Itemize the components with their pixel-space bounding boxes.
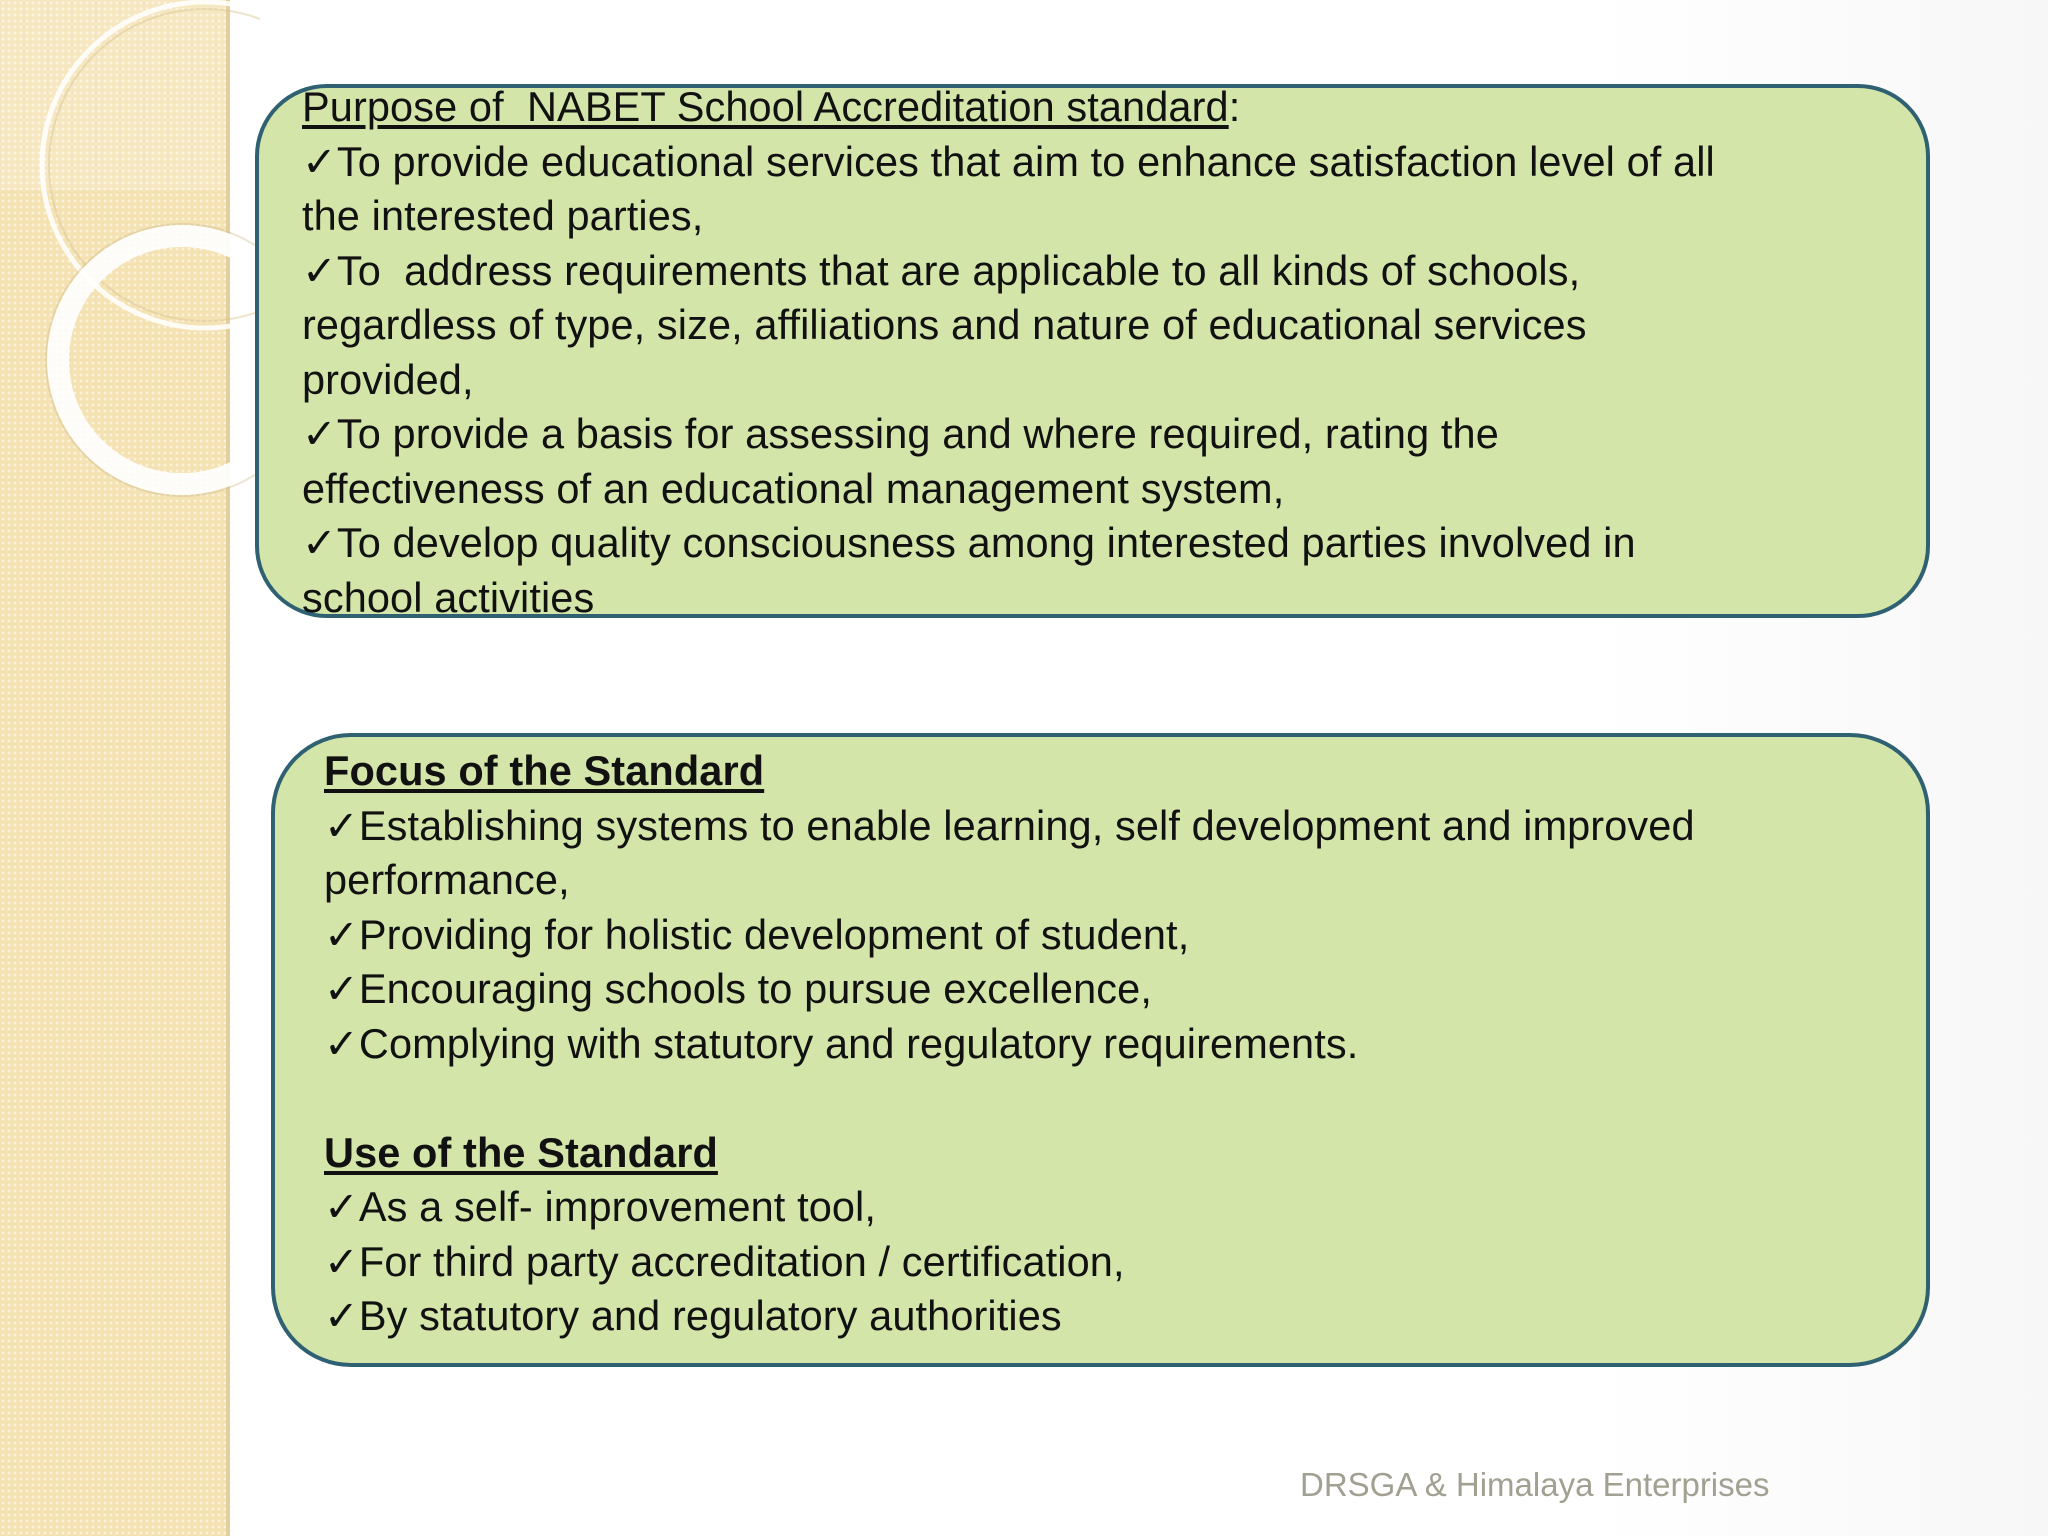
purpose-heading-line [302, 80, 1882, 135]
focus-heading: Focus of the Standard [324, 747, 765, 794]
purpose-line: ✓To address requirements that are applicable to all kinds of schools, [302, 246, 1581, 294]
focus-line: ✓Providing for holistic development of student, [324, 910, 1190, 958]
purpose-line: ✓To provide educational services that aim to enhance satisfaction level of all [302, 137, 1715, 185]
footer-credit: DRSGA & Himalaya Enterprises [1300, 1466, 1770, 1503]
purpose-line: effectiveness of an educational management system, [302, 464, 1285, 512]
purpose-line: the interested parties, [302, 192, 704, 239]
purpose-line: ✓To provide a basis for assessing and where required, rating the [302, 410, 1499, 457]
purpose-line: regardless of type, size, affiliations and nature of educational services [302, 301, 1587, 348]
section-spacer [324, 1071, 1884, 1126]
use-heading: Use of the Standard [324, 1128, 718, 1176]
use-line: ✓As a self- improvement tool, [324, 1183, 877, 1230]
focus-line: ✓Encouraging schools to pursue excellence, [324, 965, 1152, 1012]
purpose-line: ✓To develop quality consciousness among interested parties involved in [302, 519, 1636, 566]
purpose-line: provided, [302, 355, 474, 403]
focus-use-text [324, 744, 1884, 1344]
focus-line: ✓Complying with statutory and regulatory requirements. [324, 1019, 1359, 1067]
decorative-rings [0, 0, 260, 520]
purpose-heading-colon: : [1228, 83, 1241, 130]
use-line: ✓By statutory and regulatory authorities [324, 1292, 1062, 1339]
use-line: ✓For third party accreditation / certification, [324, 1237, 1125, 1285]
purpose-text [302, 80, 1882, 625]
focus-line: ✓Establishing systems to enable learning, self development and improved [324, 801, 1695, 849]
focus-line: performance, [324, 856, 570, 903]
purpose-line: school activities [302, 573, 595, 621]
purpose-heading: Purpose of NABET School Accreditation standard [302, 83, 1229, 130]
